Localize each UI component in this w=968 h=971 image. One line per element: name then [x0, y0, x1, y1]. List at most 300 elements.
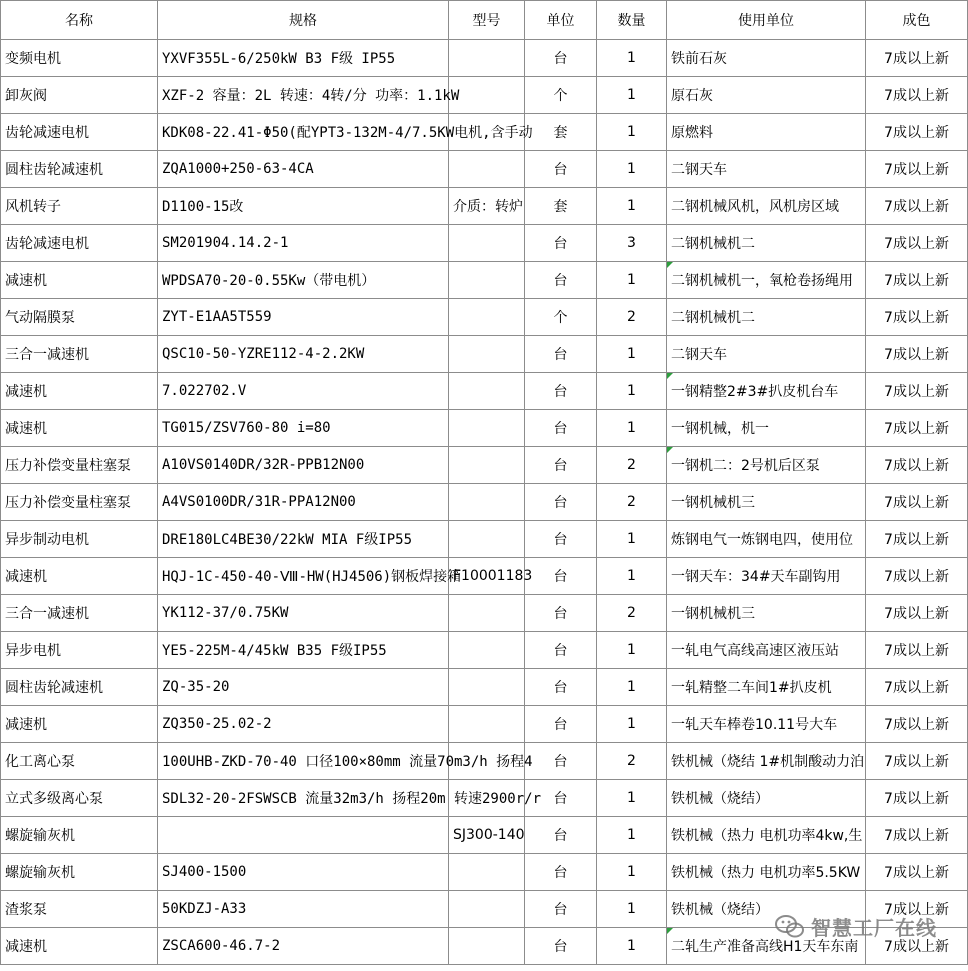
cell-qty-text: 1: [627, 827, 636, 843]
cell-spec[interactable]: [158, 928, 449, 965]
cell-dept-text: 二钢机械机二: [671, 310, 755, 326]
cell-condition[interactable]: [866, 854, 968, 891]
cell-spec[interactable]: [158, 521, 449, 558]
cell-model[interactable]: [449, 336, 525, 373]
cell-model[interactable]: [449, 928, 525, 965]
cell-spec-text: HQJ-1C-450-40-Ⅷ-HW(HJ4506)钢板焊接箱: [162, 569, 462, 585]
cell-spec[interactable]: [158, 151, 449, 188]
cell-condition-text: 7成以上新: [884, 865, 949, 881]
cell-model[interactable]: [449, 262, 525, 299]
cell-qty-text: 1: [627, 383, 636, 399]
cell-model[interactable]: [449, 706, 525, 743]
cell-dept-text: 二钢天车: [671, 162, 727, 178]
cell-name-text: 异步制动电机: [5, 532, 89, 548]
cell-spec[interactable]: [158, 743, 533, 780]
cell-condition[interactable]: [866, 336, 968, 373]
cell-spec-text: YXVF355L-6/250kW B3 F级 IP55: [162, 51, 396, 67]
header-condition[interactable]: 成色: [866, 1, 968, 40]
cell-unit-text: 台: [553, 458, 568, 474]
cell-qty-text: 1: [627, 124, 636, 140]
cell-qty[interactable]: [597, 225, 667, 262]
cell-qty[interactable]: [597, 669, 667, 706]
cell-spec[interactable]: [158, 188, 449, 225]
cell-dept-text: 原石灰: [671, 88, 713, 104]
table-row: [1, 40, 968, 77]
cell-spec-text: SJ400-1500: [162, 864, 247, 880]
cell-spec[interactable]: [158, 225, 449, 262]
cell-qty[interactable]: [597, 780, 667, 817]
cell-name[interactable]: [1, 262, 158, 299]
cell-dept[interactable]: [667, 669, 866, 706]
cell-qty[interactable]: [597, 410, 667, 447]
cell-spec[interactable]: [158, 299, 449, 336]
cell-spec-text: SDL32-20-2FSWSCB 流量32m3/h 扬程20m 转速2900r/r: [162, 791, 542, 807]
cell-qty[interactable]: [597, 891, 667, 928]
cell-qty[interactable]: [597, 262, 667, 299]
comment-indicator-icon: [667, 928, 673, 934]
cell-name-text: 压力补偿变量柱塞泵: [5, 495, 131, 511]
cell-unit[interactable]: [525, 410, 597, 447]
cell-model[interactable]: [449, 521, 525, 558]
cell-dept[interactable]: [667, 706, 866, 743]
cell-qty[interactable]: [597, 854, 667, 891]
cell-spec-text: ZQ350-25.02-2: [162, 716, 272, 732]
cell-spec[interactable]: [158, 780, 542, 817]
cell-condition[interactable]: [866, 151, 968, 188]
cell-dept[interactable]: [667, 743, 866, 780]
cell-dept-text: 二轧生产准备高线H1天车东南: [671, 939, 859, 955]
cell-condition-text: 7成以上新: [884, 88, 949, 104]
table-row: [1, 299, 968, 336]
cell-qty[interactable]: [597, 336, 667, 373]
cell-name-text: 三合一减速机: [5, 347, 89, 363]
cell-unit[interactable]: [525, 595, 597, 632]
cell-condition[interactable]: [866, 521, 968, 558]
cell-dept-text: 二钢天车: [671, 347, 727, 363]
cell-unit-text: 台: [553, 569, 568, 585]
cell-unit[interactable]: [525, 188, 597, 225]
cell-dept[interactable]: [667, 521, 866, 558]
cell-dept[interactable]: [667, 40, 866, 77]
cell-unit-text: 台: [553, 643, 568, 659]
cell-spec-text: A10VS0140DR/32R-PPB12N00: [162, 457, 365, 473]
cell-condition-text: 7成以上新: [884, 273, 949, 289]
cell-qty[interactable]: [597, 373, 667, 410]
header-unit[interactable]: 单位: [525, 1, 597, 40]
cell-name[interactable]: [1, 188, 158, 225]
comment-indicator-icon: [667, 262, 673, 268]
cell-dept-text: 一钢精整2#3#扒皮机台车: [671, 384, 839, 400]
cell-name-text: 螺旋输灰机: [5, 828, 75, 844]
cell-qty-text: 1: [627, 346, 636, 362]
cell-condition-text: 7成以上新: [884, 680, 949, 696]
header-name[interactable]: 名称: [1, 1, 158, 40]
cell-model[interactable]: [449, 373, 525, 410]
cell-condition[interactable]: [866, 373, 968, 410]
cell-qty[interactable]: [597, 40, 667, 77]
cell-condition[interactable]: [866, 410, 968, 447]
cell-name[interactable]: [1, 854, 158, 891]
cell-name[interactable]: [1, 817, 158, 854]
cell-spec[interactable]: [158, 336, 449, 373]
cell-dept[interactable]: [667, 225, 866, 262]
cell-condition[interactable]: [866, 188, 968, 225]
cell-spec[interactable]: [158, 410, 449, 447]
cell-dept[interactable]: [667, 558, 866, 595]
cell-dept[interactable]: [667, 373, 866, 410]
cell-condition[interactable]: [866, 669, 968, 706]
cell-name[interactable]: [1, 891, 158, 928]
cell-unit[interactable]: [525, 336, 597, 373]
cell-condition-text: 7成以上新: [884, 125, 949, 141]
cell-unit-text: 台: [553, 791, 568, 807]
cell-spec[interactable]: [158, 558, 462, 595]
cell-qty-text: 2: [627, 494, 636, 510]
header-row: [1, 1, 968, 40]
cell-model[interactable]: [449, 669, 525, 706]
cell-condition[interactable]: [866, 817, 968, 854]
cell-dept[interactable]: [667, 410, 866, 447]
cell-unit-text: 台: [553, 532, 568, 548]
cell-dept[interactable]: [667, 151, 866, 188]
cell-dept[interactable]: [667, 447, 866, 484]
cell-spec[interactable]: [158, 632, 449, 669]
cell-model[interactable]: [449, 151, 525, 188]
cell-name[interactable]: [1, 114, 158, 151]
cell-unit-text: 台: [553, 236, 568, 252]
cell-spec-text: YE5-225M-4/45kW B35 F级IP55: [162, 643, 387, 659]
cell-unit-text: 台: [553, 754, 568, 770]
cell-qty[interactable]: [597, 447, 667, 484]
cell-name[interactable]: [1, 77, 158, 114]
cell-condition[interactable]: [866, 595, 968, 632]
cell-spec-text: D1100-15改: [162, 199, 244, 215]
cell-qty[interactable]: [597, 77, 667, 114]
cell-condition[interactable]: [866, 484, 968, 521]
cell-model[interactable]: [449, 817, 525, 854]
cell-spec[interactable]: [158, 891, 449, 928]
cell-unit[interactable]: [525, 669, 597, 706]
cell-spec[interactable]: [158, 706, 449, 743]
table-row: [1, 632, 968, 669]
cell-unit[interactable]: [525, 632, 597, 669]
cell-condition[interactable]: [866, 225, 968, 262]
table-row: [1, 151, 968, 188]
header-spec[interactable]: 规格: [158, 1, 449, 40]
cell-name-text: 气动隔膜泵: [5, 310, 75, 326]
cell-name[interactable]: [1, 743, 158, 780]
table-row: [1, 447, 968, 484]
cell-dept-text: 铁机械（烧结）: [671, 791, 769, 807]
cell-dept-text: 一轧电气高线高速区液压站: [671, 643, 839, 659]
cell-dept[interactable]: [667, 262, 866, 299]
cell-dept-text: 原燃料: [671, 125, 713, 141]
cell-name-text: 减速机: [5, 717, 47, 733]
cell-dept[interactable]: [667, 77, 866, 114]
cell-dept[interactable]: [667, 484, 866, 521]
cell-name[interactable]: [1, 373, 158, 410]
header-model[interactable]: 型号: [449, 1, 525, 40]
cell-qty[interactable]: [597, 484, 667, 521]
cell-qty-text: 1: [627, 87, 636, 103]
cell-qty-text: 1: [627, 716, 636, 732]
cell-condition[interactable]: [866, 447, 968, 484]
cell-condition[interactable]: [866, 40, 968, 77]
cell-qty[interactable]: [597, 817, 667, 854]
cell-qty[interactable]: [597, 114, 667, 151]
cell-unit[interactable]: [525, 225, 597, 262]
cell-name-text: 减速机: [5, 421, 47, 437]
cell-dept-text: 一钢机械，机一: [671, 421, 769, 437]
cell-unit[interactable]: [525, 743, 597, 780]
cell-name-text: 圆柱齿轮减速机: [5, 162, 103, 178]
cell-dept-text: 一轧天车棒卷10.11号大车: [671, 717, 838, 733]
cell-unit[interactable]: [525, 854, 597, 891]
header-dept[interactable]: 使用单位: [667, 1, 866, 40]
cell-qty-text: 1: [627, 938, 636, 954]
cell-spec-text: YK112-37/0.75KW: [162, 605, 289, 621]
cell-dept[interactable]: [667, 595, 866, 632]
cell-name[interactable]: [1, 780, 158, 817]
cell-qty[interactable]: [597, 595, 667, 632]
cell-dept-text: 一钢机械机三: [671, 606, 755, 622]
cell-spec-text: WPDSA70-20-0.55Kw（带电机）: [162, 273, 376, 289]
cell-qty[interactable]: [597, 928, 667, 965]
cell-condition[interactable]: [866, 743, 968, 780]
cell-condition-text: 7成以上新: [884, 236, 949, 252]
table-row: [1, 669, 968, 706]
cell-condition[interactable]: [866, 114, 968, 151]
cell-spec[interactable]: [158, 114, 533, 151]
cell-spec[interactable]: [158, 262, 449, 299]
cell-dept-text: 二钢机械机二: [671, 236, 755, 252]
cell-spec-text: 100UHB-ZKD-70-40 口径100×80mm 流量70m3/h 扬程4: [162, 754, 533, 770]
cell-name-text: 异步电机: [5, 643, 61, 659]
cell-spec-text: QSC10-50-YZRE112-4-2.2KW: [162, 346, 365, 362]
cell-unit[interactable]: [525, 891, 597, 928]
cell-qty-text: 2: [627, 753, 636, 769]
cell-name[interactable]: [1, 40, 158, 77]
cell-name[interactable]: [1, 447, 158, 484]
cell-model[interactable]: [449, 299, 525, 336]
cell-qty-text: 3: [627, 235, 636, 251]
cell-qty[interactable]: [597, 299, 667, 336]
cell-dept-text: 二钢机械机一，氧枪卷扬绳用: [671, 273, 853, 289]
cell-condition-text: 7成以上新: [884, 310, 949, 326]
wechat-icon: [775, 914, 805, 940]
cell-model[interactable]: [449, 410, 525, 447]
cell-unit[interactable]: [525, 373, 597, 410]
cell-spec[interactable]: [158, 669, 449, 706]
cell-name[interactable]: [1, 706, 158, 743]
cell-qty-text: 1: [627, 198, 636, 214]
table-row: [1, 595, 968, 632]
cell-name[interactable]: [1, 225, 158, 262]
table-row: [1, 521, 968, 558]
cell-unit[interactable]: [525, 299, 597, 336]
cell-name-text: 螺旋输灰机: [5, 865, 75, 881]
cell-spec[interactable]: [158, 373, 449, 410]
cell-condition-text: 7成以上新: [884, 199, 949, 215]
comment-indicator-icon: [667, 447, 673, 453]
cell-condition-text: 7成以上新: [884, 384, 949, 400]
cell-qty-text: 1: [627, 272, 636, 288]
cell-unit[interactable]: [525, 151, 597, 188]
cell-qty[interactable]: [597, 188, 667, 225]
cell-name-text: 变频电机: [5, 51, 61, 67]
cell-name-text: 风机转子: [5, 199, 61, 215]
cell-model[interactable]: [449, 632, 525, 669]
cell-condition-text: 7成以上新: [884, 347, 949, 363]
cell-qty-text: 2: [627, 605, 636, 621]
cell-name-text: 圆柱齿轮减速机: [5, 680, 103, 696]
cell-unit-text: 台: [553, 865, 568, 881]
cell-spec[interactable]: [158, 40, 449, 77]
cell-qty[interactable]: [597, 632, 667, 669]
cell-model[interactable]: [449, 77, 525, 114]
cell-dept[interactable]: [667, 188, 866, 225]
cell-condition[interactable]: [866, 299, 968, 336]
cell-condition[interactable]: [866, 558, 968, 595]
cell-qty[interactable]: [597, 558, 667, 595]
cell-name-text: 化工离心泵: [5, 754, 75, 770]
cell-unit[interactable]: [525, 77, 597, 114]
cell-condition[interactable]: [866, 77, 968, 114]
cell-name[interactable]: [1, 410, 158, 447]
cell-spec-text: ZYT-E1AA5T559: [162, 309, 272, 325]
cell-dept[interactable]: [667, 632, 866, 669]
cell-dept[interactable]: [667, 780, 866, 817]
cell-unit[interactable]: [525, 521, 597, 558]
cell-name[interactable]: [1, 928, 158, 965]
cell-dept-text: 铁前石灰: [671, 51, 727, 67]
cell-condition-text: 7成以上新: [884, 532, 949, 548]
cell-unit-text: 台: [553, 162, 568, 178]
cell-condition-text: 7成以上新: [884, 717, 949, 733]
cell-name-text: 齿轮减速电机: [5, 236, 89, 252]
cell-unit[interactable]: [525, 558, 597, 595]
table-row: [1, 706, 968, 743]
cell-spec[interactable]: [158, 595, 449, 632]
cell-dept[interactable]: [667, 817, 866, 854]
cell-dept-text: 铁机械（烧结 1#机制酸动力泊: [671, 754, 865, 770]
cell-spec[interactable]: [158, 484, 449, 521]
table-row: [1, 262, 968, 299]
cell-dept[interactable]: [667, 854, 866, 891]
cell-name[interactable]: [1, 299, 158, 336]
cell-model[interactable]: [449, 854, 525, 891]
cell-unit[interactable]: [525, 817, 597, 854]
cell-name[interactable]: [1, 151, 158, 188]
cell-qty[interactable]: [597, 743, 667, 780]
cell-qty[interactable]: [597, 151, 667, 188]
cell-unit-text: 台: [553, 606, 568, 622]
cell-condition[interactable]: [866, 632, 968, 669]
cell-name-text: 减速机: [5, 273, 47, 289]
cell-model[interactable]: [449, 558, 533, 595]
cell-unit[interactable]: [525, 447, 597, 484]
table-row: [1, 114, 968, 151]
cell-condition-text: 7成以上新: [884, 791, 949, 807]
cell-unit[interactable]: [525, 706, 597, 743]
cell-unit-text: 套: [553, 125, 568, 141]
cell-model[interactable]: [449, 595, 525, 632]
cell-name-text: 卸灰阀: [5, 88, 47, 104]
cell-unit-text: 台: [553, 495, 568, 511]
cell-qty-text: 1: [627, 790, 636, 806]
cell-condition[interactable]: [866, 262, 968, 299]
cell-condition-text: 7成以上新: [884, 606, 949, 622]
cell-spec[interactable]: [158, 447, 449, 484]
cell-qty[interactable]: [597, 706, 667, 743]
cell-name[interactable]: [1, 521, 158, 558]
cell-qty-text: 1: [627, 679, 636, 695]
cell-name[interactable]: [1, 336, 158, 373]
cell-dept-text: 铁机械（烧结）: [671, 902, 769, 918]
cell-condition[interactable]: [866, 780, 968, 817]
cell-model[interactable]: [449, 891, 525, 928]
cell-dept-text: 一钢天车：34#天车副钩用: [671, 569, 841, 585]
cell-unit-text: 台: [553, 347, 568, 363]
cell-qty-text: 1: [627, 50, 636, 66]
cell-qty-text: 1: [627, 642, 636, 658]
cell-dept-text: 一钢机械机三: [671, 495, 755, 511]
cell-qty-text: 1: [627, 568, 636, 584]
cell-dept[interactable]: [667, 299, 866, 336]
cell-unit[interactable]: [525, 262, 597, 299]
table-row: [1, 77, 968, 114]
cell-condition-text: 7成以上新: [884, 162, 949, 178]
cell-qty-text: 2: [627, 309, 636, 325]
cell-name[interactable]: [1, 558, 158, 595]
cell-unit-text: 台: [553, 421, 568, 437]
cell-dept[interactable]: [667, 336, 866, 373]
cell-unit-text: 台: [553, 680, 568, 696]
cell-name[interactable]: [1, 632, 158, 669]
cell-condition[interactable]: [866, 706, 968, 743]
cell-qty-text: 2: [627, 457, 636, 473]
header-qty[interactable]: 数量: [597, 1, 667, 40]
cell-dept-text: 铁机械（热力 电机功率4kw,生: [671, 828, 863, 844]
cell-qty[interactable]: [597, 521, 667, 558]
table-row: [1, 225, 968, 262]
cell-dept[interactable]: [667, 114, 866, 151]
cell-model[interactable]: [449, 484, 525, 521]
table-row: [1, 780, 968, 817]
cell-model[interactable]: [449, 188, 525, 225]
cell-unit-text: 个: [553, 310, 568, 326]
cell-model[interactable]: [449, 225, 525, 262]
cell-spec[interactable]: [158, 817, 449, 854]
cell-unit[interactable]: [525, 114, 597, 151]
cell-condition-text: 7成以上新: [884, 569, 949, 585]
cell-spec[interactable]: [158, 854, 449, 891]
cell-condition-text: 7成以上新: [884, 754, 949, 770]
table-row: [1, 336, 968, 373]
cell-model[interactable]: [449, 40, 525, 77]
cell-spec[interactable]: [158, 77, 460, 114]
cell-model[interactable]: [449, 447, 525, 484]
cell-unit[interactable]: [525, 40, 597, 77]
cell-unit[interactable]: [525, 484, 597, 521]
cell-unit-text: 套: [553, 199, 568, 215]
cell-spec-text: 50KDZJ-A33: [162, 901, 247, 917]
cell-name[interactable]: [1, 669, 158, 706]
cell-name[interactable]: [1, 595, 158, 632]
cell-unit[interactable]: [525, 928, 597, 965]
table-row: [1, 188, 968, 225]
cell-name[interactable]: [1, 484, 158, 521]
